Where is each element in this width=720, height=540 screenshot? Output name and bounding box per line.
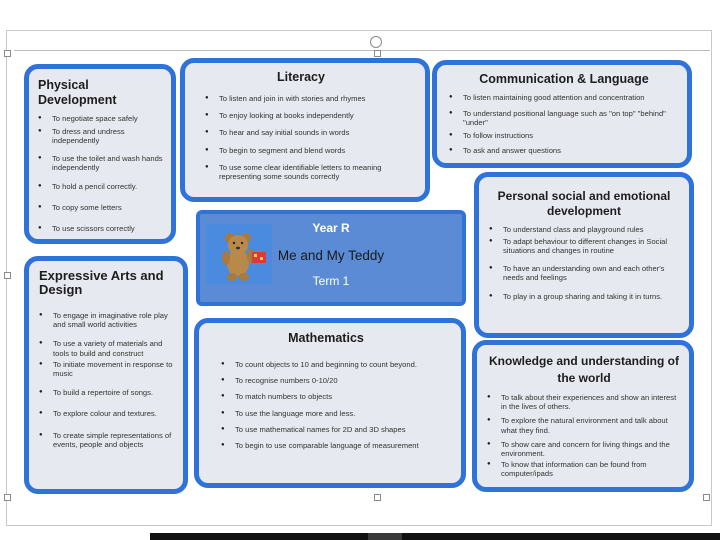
- list-item: ● To begin to segment and blend words: [205, 146, 417, 155]
- list-item: ● To adapt behaviour to different changes in Social situations and changes in routine: [489, 237, 679, 255]
- selection-line: [14, 50, 710, 51]
- list-item: ● To use some clear identifiable letters to meaning representing some sounds correctly: [205, 163, 417, 181]
- list-item: ● To explore the natural environment and talk about what they find.: [487, 416, 681, 434]
- list-item: ● To explore colour and textures.: [39, 409, 175, 418]
- box-title: Personal social and emotional development: [497, 189, 671, 218]
- list-item: ● To listen maintaining good attention and concentration: [449, 93, 679, 102]
- list-item: ● To begin to use comparable language of measurement: [221, 441, 453, 450]
- item-list: [38, 114, 163, 234]
- list-item: ● To engage in imaginative role play and small world activities: [39, 311, 175, 329]
- list-item: ● To hear and say initial sounds in words: [205, 128, 417, 137]
- list-item: ● To create simple representations of events, people and objects: [39, 431, 175, 449]
- box-title: Knowledge and understanding of the world: [489, 354, 679, 385]
- box-title: Expressive Arts and Design: [39, 268, 164, 297]
- resize-handle[interactable]: [374, 50, 381, 57]
- resize-handle[interactable]: [4, 494, 11, 501]
- list-item: ● To follow instructions: [449, 131, 679, 140]
- communication-language-box: [432, 60, 692, 168]
- list-item: ● To listen and join in with stories and rhymes: [205, 94, 417, 103]
- expressive-arts-box: [24, 256, 188, 494]
- mathematics-box: [194, 318, 466, 488]
- item-list: [205, 94, 417, 181]
- list-item: ● To hold a pencil correctly.: [38, 182, 163, 191]
- rotate-handle-icon[interactable]: [370, 36, 382, 48]
- list-item: ● To know that information can be found from computer/ipads: [487, 460, 681, 478]
- year-label: Year R: [312, 221, 350, 235]
- list-item: ● To use scissors correctly: [38, 224, 163, 233]
- list-item: ● To understand positional language such as "on top" "behind" "under": [449, 109, 679, 127]
- list-item: ● To build a repertoire of songs.: [39, 388, 175, 397]
- box-title: Physical Development: [38, 78, 117, 107]
- list-item: ● To show care and concern for living things and the environment.: [487, 440, 681, 458]
- list-item: ● To ask and answer questions: [449, 146, 679, 155]
- item-list: [221, 360, 453, 450]
- topic-title: Me and My Teddy: [277, 248, 385, 263]
- list-item: ● To enjoy looking at books independently: [205, 111, 417, 120]
- list-item: ● To talk about their experiences and show an interest in the lives of others.: [487, 393, 681, 411]
- list-item: ● To count objects to 10 and beginning to count beyond.: [221, 360, 453, 369]
- item-list: [489, 225, 679, 301]
- taskbar-segment: [150, 533, 368, 540]
- resize-handle[interactable]: [4, 272, 11, 279]
- list-item: ● To play in a group sharing and taking it in turns.: [489, 292, 679, 301]
- list-item: ● To dress and undress independently: [38, 127, 163, 145]
- list-item: ● To negotiate space safely: [38, 114, 163, 123]
- item-list: [449, 93, 679, 155]
- box-title: Communication & Language: [479, 72, 649, 86]
- box-title: Literacy: [277, 70, 325, 84]
- list-item: ● To match numbers to objects: [221, 392, 453, 401]
- knowledge-understanding-box: [472, 340, 694, 492]
- list-item: ● To use mathematical names for 2D and 3D shapes: [221, 425, 453, 434]
- list-item: ● To use a variety of materials and tools to build and construct: [39, 339, 175, 357]
- item-list: [39, 311, 175, 449]
- resize-handle[interactable]: [4, 50, 11, 57]
- resize-handle[interactable]: [374, 494, 381, 501]
- list-item: ● To have an understanding own and each other's needs and feelings: [489, 264, 679, 282]
- item-list: [487, 393, 681, 479]
- taskbar-segment: [402, 533, 720, 540]
- box-title: Mathematics: [288, 331, 364, 345]
- physical-development-box: [24, 64, 176, 244]
- list-item: ● To copy some letters: [38, 203, 163, 212]
- list-item: ● To use the language more and less.: [221, 409, 453, 418]
- resize-handle[interactable]: [703, 494, 710, 501]
- literacy-box: [180, 58, 430, 202]
- list-item: ● To use the toilet and wash hands independently: [38, 154, 163, 172]
- topic-title-card: [196, 210, 466, 306]
- taskbar-segment: [368, 533, 402, 540]
- term-label: Term 1: [312, 274, 350, 288]
- personal-social-box: [474, 172, 694, 338]
- list-item: ● To understand class and playground rules: [489, 225, 679, 234]
- list-item: ● To initiate movement in response to music: [39, 360, 175, 378]
- list-item: ● To recognise numbers 0-10/20: [221, 376, 453, 385]
